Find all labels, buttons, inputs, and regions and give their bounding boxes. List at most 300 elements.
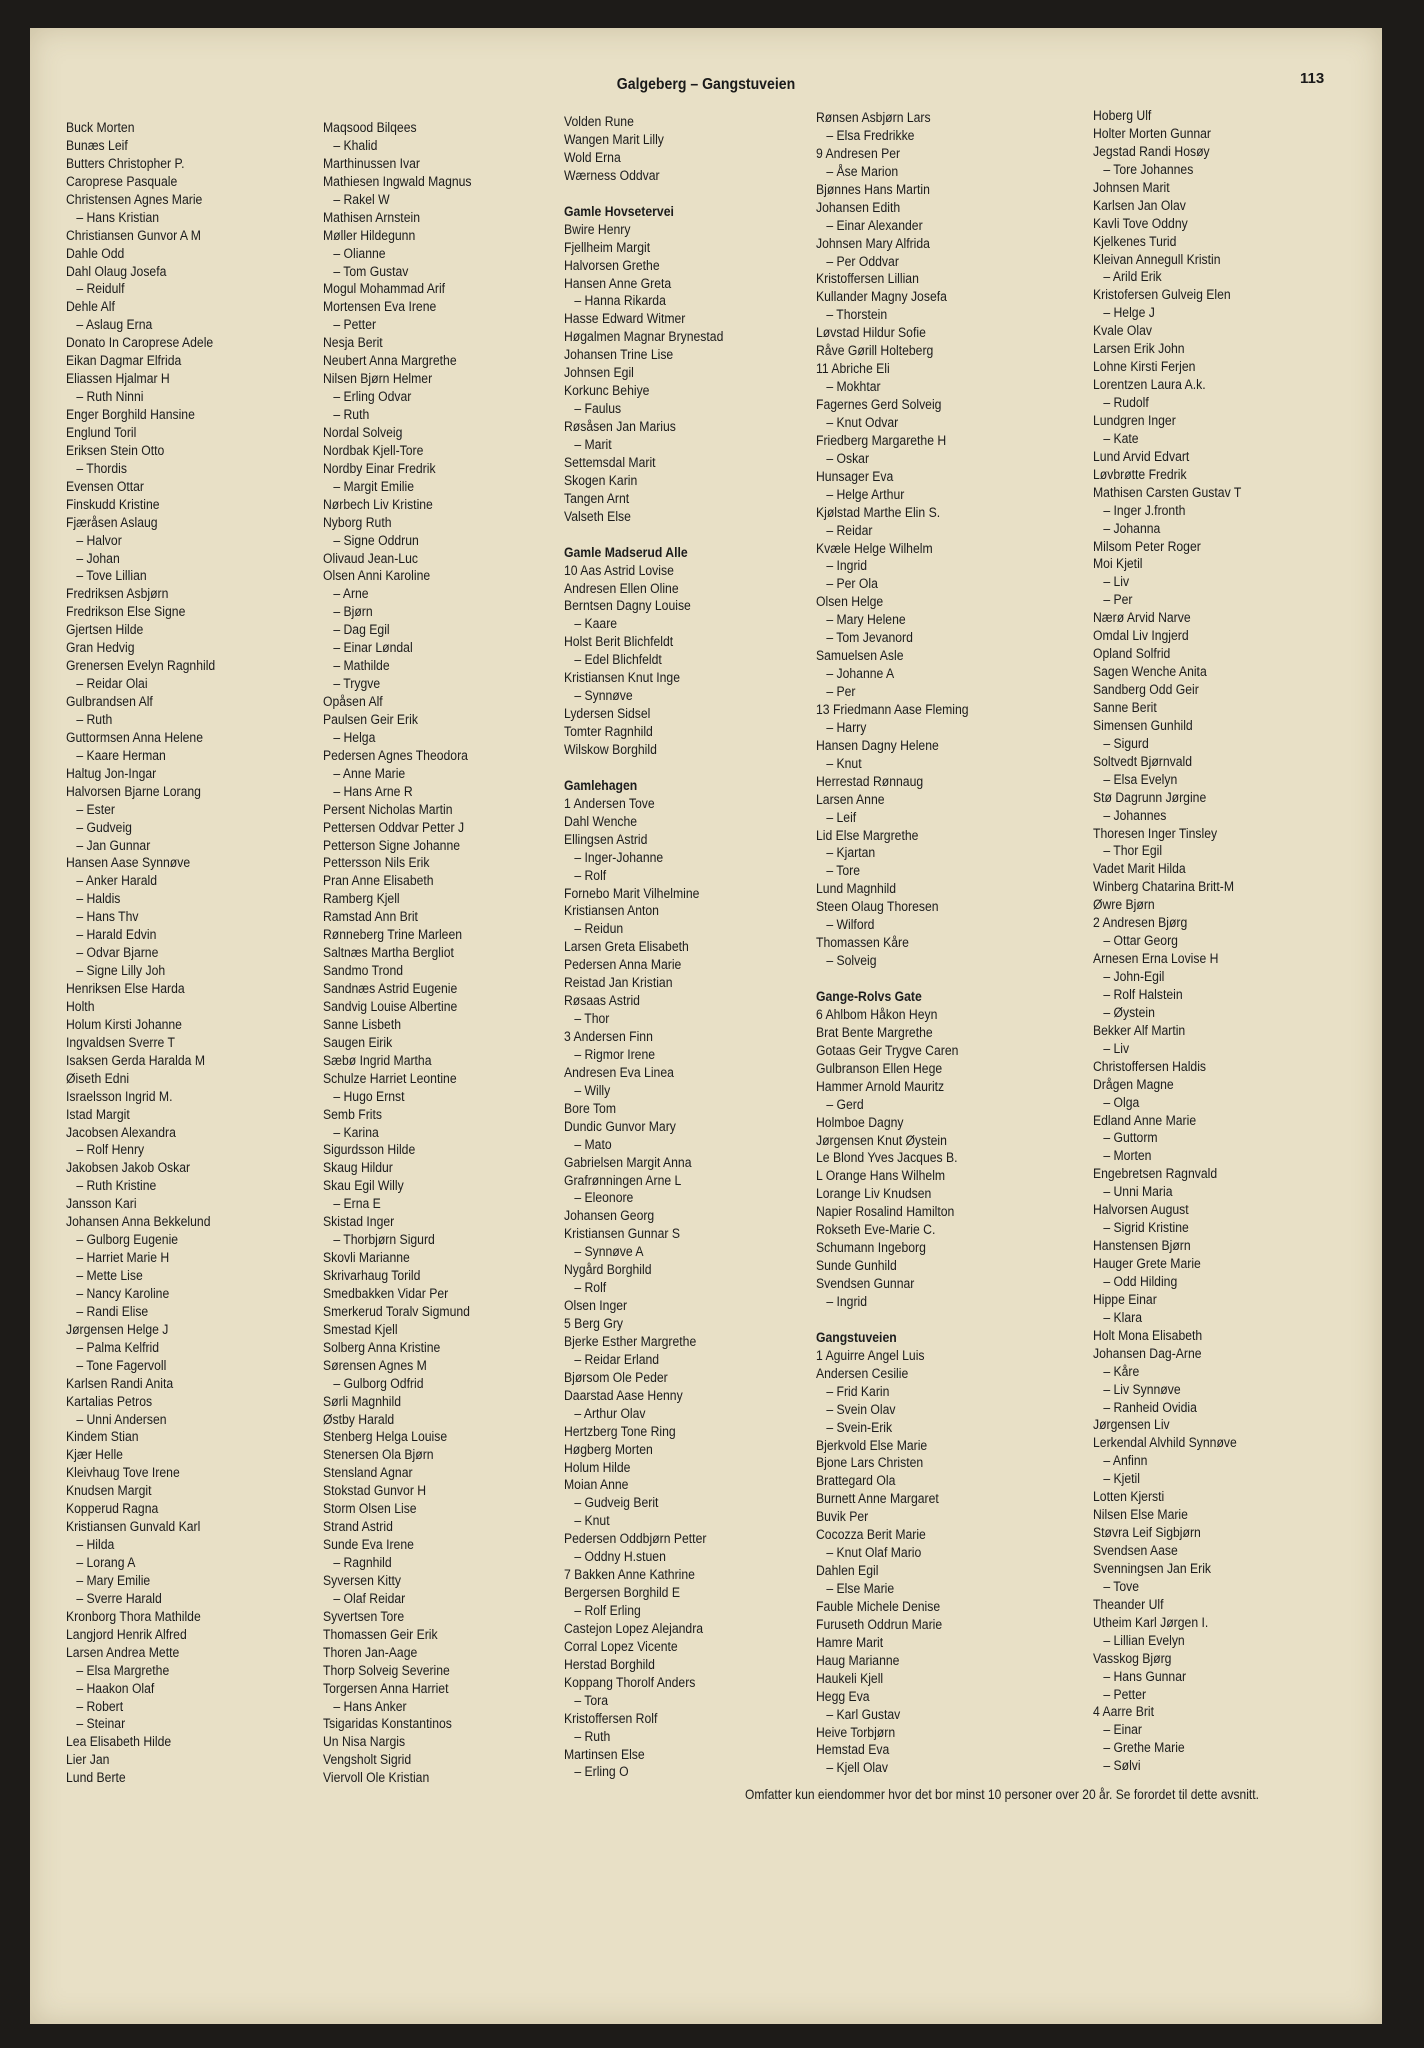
household-member: – Unni Maria — [1103, 1184, 1173, 1201]
resident-entry: Saugen Eirik — [323, 1034, 393, 1051]
street-heading: Gamlehagen — [564, 777, 638, 794]
resident-entry: Brat Bente Margrethe — [816, 1024, 933, 1041]
resident-entry: Pettersen Oddvar Petter J — [323, 819, 465, 836]
household-member: – Reidar Olai — [76, 676, 148, 693]
resident-entry: Sæbø Ingrid Martha — [323, 1052, 432, 1069]
household-member: – Reidulf — [76, 281, 125, 298]
column-2 — [323, 120, 573, 1788]
resident-entry: Thoren Jan-Aage — [323, 1644, 418, 1661]
household-member: – Guttorm — [1103, 1130, 1158, 1147]
resident-entry: Wærness Oddvar — [564, 167, 660, 184]
resident-entry: Mathisen Arnstein — [323, 209, 420, 226]
resident-entry: Jørgensen Knut Øystein — [816, 1132, 947, 1149]
resident-entry: Larsen Anne — [816, 791, 885, 808]
household-member: – Jan Gunnar — [76, 837, 151, 854]
resident-entry: Thorp Solveig Severine — [323, 1662, 450, 1679]
resident-entry: Holum Kirsti Johanne — [66, 1016, 182, 1033]
resident-entry: Opland Solfrid — [1093, 646, 1171, 663]
resident-entry: Henriksen Else Harda — [66, 981, 185, 997]
resident-entry: Holt Mona Elisabeth — [1093, 1327, 1203, 1344]
resident-entry: Enger Borghild Hansine — [66, 407, 195, 423]
column-3 — [564, 114, 814, 1782]
resident-entry: Bjørsom Ole Peder — [564, 1369, 668, 1386]
resident-entry: Berntsen Dagny Louise — [564, 598, 691, 615]
resident-entry: Karlsen Jan Olav — [1093, 197, 1186, 214]
resident-entry: Kvale Olav — [1093, 323, 1153, 340]
resident-entry: Brattegard Ola — [816, 1473, 896, 1490]
household-member: – Else Marie — [826, 1581, 895, 1597]
resident-entry: Skrivarhaug Torild — [323, 1268, 421, 1284]
resident-entry: Christiansen Gunvor A M — [66, 227, 201, 244]
resident-entry: Furuseth Oddrun Marie — [816, 1616, 943, 1633]
household-member: – Sølvi — [1103, 1758, 1141, 1775]
resident-entry: Kristiansen Gunnar S — [564, 1226, 680, 1243]
household-member: – Signe Lilly Joh — [76, 963, 166, 980]
household-member: – Anne Marie — [333, 765, 406, 782]
resident-entry: Koppang Thorolf Anders — [564, 1674, 696, 1691]
resident-entry: Haug Marianne — [816, 1652, 900, 1669]
household-member: – Johan — [76, 550, 120, 567]
resident-entry: Gotaas Geir Trygve Caren — [816, 1042, 959, 1059]
page-number: 113 — [1300, 70, 1325, 87]
resident-entry: Thoresen Inger Tinsley — [1093, 825, 1218, 842]
resident-entry: Istad Margit — [66, 1106, 130, 1123]
resident-entry: Kristoffersen Lillian — [816, 271, 919, 288]
resident-entry: Røsaas Astrid — [564, 993, 640, 1010]
resident-entry: Haltug Jon-Ingar — [66, 765, 157, 782]
household-member: – Per — [826, 684, 856, 700]
column-1 — [66, 120, 316, 1788]
street-heading: Gamle Madserud Alle — [564, 544, 688, 561]
household-member: – Nancy Karoline — [76, 1285, 170, 1302]
household-member: – Mato — [574, 1136, 612, 1153]
address-entry: 11 Abriche Eli — [816, 361, 890, 378]
household-member: – Rolf Halstein — [1103, 986, 1183, 1003]
resident-entry: Kavli Tove Oddny — [1093, 215, 1188, 232]
resident-entry: Finskudd Kristine — [66, 496, 160, 513]
household-member: – Hilda — [76, 1537, 115, 1554]
resident-entry: Stenberg Helga Louise — [323, 1429, 448, 1446]
resident-entry: Gran Hedvig — [66, 640, 135, 657]
resident-entry: Corral Lopez Vicente — [564, 1638, 678, 1655]
page-header: Galgeberg – Gangstuveien — [616, 76, 796, 93]
resident-entry: Gulbranson Ellen Hege — [816, 1060, 943, 1077]
household-member: – Arne — [333, 586, 369, 603]
resident-entry: Butters Christopher P. — [66, 155, 185, 172]
household-member: – Harry — [826, 719, 867, 736]
resident-entry: Rønsen Asbjørn Lars — [816, 110, 931, 126]
resident-entry: Martinsen Else — [564, 1746, 645, 1763]
resident-entry: Jakobsen Jakob Oskar — [66, 1160, 191, 1177]
resident-entry: Vadet Marit Hilda — [1093, 861, 1186, 878]
address-entry: 5 Berg Gry — [564, 1316, 624, 1332]
resident-entry: Samuelsen Asle — [816, 648, 904, 665]
household-member: – Thordis — [76, 460, 127, 477]
resident-entry: Utheim Karl Jørgen I. — [1093, 1614, 1209, 1631]
resident-entry: Vasskog Bjørg — [1093, 1650, 1172, 1667]
resident-entry: Burnett Anne Margaret — [816, 1491, 939, 1508]
resident-entry: Syvertsen Tore — [323, 1608, 405, 1625]
household-member: – Einar — [1103, 1722, 1142, 1739]
household-member: – Synnøve A — [574, 1244, 644, 1261]
resident-entry: Vengsholt Sigrid — [323, 1752, 412, 1769]
resident-entry: Skistad Inger — [323, 1214, 395, 1231]
resident-entry: Langjord Henrik Alfred — [66, 1626, 187, 1643]
resident-entry: Stensland Agnar — [323, 1465, 413, 1482]
household-member: – Wilford — [826, 917, 875, 934]
column-5 — [1093, 108, 1343, 1776]
resident-entry: Buck Morten — [66, 120, 135, 136]
household-member: – Inger-Johanne — [574, 849, 664, 866]
household-member: – Knut Olaf Mario — [826, 1545, 922, 1562]
resident-entry: Thomassen Geir Erik — [323, 1626, 438, 1643]
resident-entry: Jegstad Randi Hosøy — [1093, 143, 1210, 160]
resident-entry: Holth — [66, 998, 95, 1015]
household-member: – Tore — [826, 863, 861, 880]
household-member: – Ester — [76, 801, 115, 818]
resident-entry: Hauger Grete Marie — [1093, 1256, 1201, 1272]
resident-entry: Larsen Greta Elisabeth — [564, 939, 689, 956]
resident-entry: Kopperud Ragna — [66, 1501, 159, 1518]
resident-entry: Hunsager Eva — [816, 468, 894, 485]
household-member: – Reidar — [826, 522, 873, 539]
resident-entry: Omdal Liv Ingjerd — [1093, 628, 1189, 645]
resident-entry: Grafrønningen Arne L — [564, 1172, 682, 1189]
resident-entry: Bunæs Leif — [66, 137, 128, 154]
resident-entry: Tangen Arnt — [564, 490, 630, 507]
resident-entry: Dundic Gunvor Mary — [564, 1118, 676, 1135]
resident-entry: Tomter Ragnhild — [564, 724, 653, 740]
resident-entry: Fagernes Gerd Solveig — [816, 397, 942, 413]
household-member: – Aslaug Erna — [76, 317, 153, 334]
household-member: – Ingrid — [826, 558, 868, 575]
resident-entry: Eriksen Stein Otto — [66, 442, 165, 459]
resident-entry: Ellingsen Astrid — [564, 831, 648, 848]
resident-entry: Hansen Aase Synnøve — [66, 855, 191, 872]
resident-entry: Israelsson Ingrid M. — [66, 1088, 173, 1105]
household-member: – Lorang A — [76, 1555, 136, 1571]
resident-entry: Mortensen Eva Irene — [323, 299, 437, 316]
household-member: – Elsa Fredrikke — [826, 127, 915, 144]
household-member: – Bjørn — [333, 604, 373, 621]
household-member: – Oskar — [826, 450, 870, 467]
resident-entry: Ramstad Ann Brit — [323, 909, 418, 926]
household-member: – Thorstein — [826, 307, 888, 324]
resident-entry: Østby Harald — [323, 1411, 395, 1428]
resident-entry: Andresen Ellen Oline — [564, 580, 679, 597]
resident-entry: Kronborg Thora Mathilde — [66, 1608, 201, 1625]
household-member: – Petter — [333, 317, 377, 334]
resident-entry: Smestad Kjell — [323, 1321, 398, 1338]
resident-entry: Halvorsen Bjarne Lorang — [66, 783, 201, 800]
resident-entry: Sanne Lisbeth — [323, 1016, 402, 1033]
resident-entry: Skogen Karin — [564, 472, 638, 489]
resident-entry: Opåsen Alf — [323, 694, 383, 710]
resident-entry: Korkunc Behiye — [564, 383, 650, 400]
resident-entry: Bjerkvold Else Marie — [816, 1437, 928, 1454]
resident-entry: Schumann Ingeborg — [816, 1240, 926, 1257]
resident-entry: Dahl Olaug Josefa — [66, 263, 167, 280]
household-member: – Grethe Marie — [1103, 1740, 1185, 1757]
household-member: – Ottar Georg — [1103, 933, 1178, 950]
household-member: – Willy — [574, 1082, 611, 1099]
household-member: – Sigurd — [1103, 735, 1149, 752]
resident-entry: Kjær Helle — [66, 1447, 123, 1464]
resident-entry: Buvik Per — [816, 1509, 869, 1526]
resident-entry: Hertzberg Tone Ring — [564, 1423, 676, 1440]
household-member: – Knut Odvar — [826, 414, 899, 431]
resident-entry: Skau Egil Willy — [323, 1178, 404, 1195]
household-member: – Per Oddvar — [826, 253, 899, 270]
resident-entry: Knudsen Margit — [66, 1483, 152, 1500]
resident-entry: Jacobsen Alexandra — [66, 1124, 176, 1141]
household-member: – Faulus — [574, 401, 622, 418]
resident-entry: Olivaud Jean-Luc — [323, 550, 418, 567]
household-member: – Harald Edvin — [76, 927, 157, 944]
resident-entry: Kartalias Petros — [66, 1393, 153, 1410]
resident-entry: Kristiansen Gunvald Karl — [66, 1519, 201, 1536]
household-member: – Synnøve — [574, 688, 633, 705]
resident-entry: Fjæråsen Aslaug — [66, 514, 158, 531]
household-member: – Per — [1103, 592, 1133, 609]
household-member: – Liv — [1103, 1040, 1130, 1057]
resident-entry: Marthinussen Ivar — [323, 155, 420, 172]
resident-entry: Dahl Wenche — [564, 813, 638, 830]
resident-entry: Arnesen Erna Lovise H — [1093, 951, 1219, 968]
resident-entry: Nesja Berit — [323, 335, 383, 352]
household-member: – Petter — [1103, 1686, 1147, 1703]
resident-entry: Storm Olsen Lise — [323, 1501, 417, 1518]
resident-entry: Hammer Arnold Mauritz — [816, 1078, 945, 1095]
household-member: – Hans Anker — [333, 1698, 407, 1715]
resident-entry: Støvra Leif Sigbjørn — [1093, 1525, 1201, 1542]
household-member: – Ruth — [76, 711, 113, 728]
household-member: – Harriet Marie H — [76, 1250, 170, 1267]
resident-entry: Volden Rune — [564, 114, 634, 130]
resident-entry: Sørli Magnhild — [323, 1393, 401, 1410]
resident-entry: Bore Tom — [564, 1100, 617, 1117]
resident-entry: Torgersen Anna Harriet — [323, 1680, 449, 1697]
footer-note: Omfatter kun eiendommer hvor det bor minst 10 personer over 20 år. Se forordet til dette avsnitt. — [745, 1786, 1259, 1802]
household-member: – Khalid — [333, 137, 378, 154]
resident-entry: Isaksen Gerda Haralda M — [66, 1052, 206, 1069]
household-member: – Mary Emilie — [76, 1572, 151, 1589]
household-member: – Signe Oddrun — [333, 532, 419, 549]
resident-entry: Caroprese Pasquale — [66, 173, 178, 190]
resident-entry: Herrestad Rønnaug — [816, 773, 924, 790]
household-member: – John-Egil — [1103, 969, 1165, 985]
resident-entry: Kullander Magny Josefa — [816, 289, 947, 306]
resident-entry: Nygård Borghild — [564, 1262, 652, 1279]
household-member: – Helga — [333, 729, 376, 746]
resident-entry: Dehle Alf — [66, 299, 115, 316]
resident-entry: Gabrielsen Margit Anna — [564, 1154, 692, 1171]
resident-entry: Grenersen Evelyn Ragnhild — [66, 658, 216, 675]
household-member: – Leif — [826, 809, 857, 826]
household-member: – Kjetil — [1103, 1471, 1140, 1488]
resident-entry: Persent Nicholas Martin — [323, 801, 453, 818]
resident-entry: Gjertsen Hilde — [66, 622, 144, 639]
household-member: – Kjartan — [826, 845, 876, 862]
resident-entry: Hasse Edward Witmer — [564, 311, 686, 328]
resident-entry: Rokseth Eve-Marie C. — [816, 1222, 936, 1239]
resident-entry: Simensen Gunhild — [1093, 717, 1193, 734]
resident-entry: Dahle Odd — [66, 245, 125, 262]
resident-entry: Evensen Ottar — [66, 478, 145, 495]
household-member: – Karl Gustav — [826, 1706, 901, 1723]
resident-entry: Sandvig Louise Albertine — [323, 998, 458, 1015]
resident-entry: Drågen Magne — [1093, 1076, 1174, 1093]
resident-entry: Milsom Peter Roger — [1093, 538, 1201, 555]
resident-entry: Kjølstad Marthe Elin S. — [816, 504, 941, 521]
resident-entry: Wold Erna — [564, 149, 621, 166]
resident-entry: Bwire Henry — [564, 221, 631, 238]
resident-entry: Fauble Michele Denise — [816, 1598, 941, 1615]
street-heading: Gange-Rolvs Gate — [816, 989, 922, 1005]
resident-entry: Hegg Eva — [816, 1688, 870, 1705]
resident-entry: Mogul Mohammad Arif — [323, 281, 446, 298]
resident-entry: Lid Else Margrethe — [816, 827, 919, 844]
household-member: – Ingrid — [826, 1293, 868, 1310]
household-member: – Olga — [1103, 1094, 1140, 1111]
household-member: – Svein-Erik — [826, 1419, 893, 1436]
household-member: – Tone Fagervoll — [76, 1357, 167, 1374]
resident-entry: Solberg Anna Kristine — [323, 1339, 441, 1356]
household-member: – Frid Karin — [826, 1383, 890, 1400]
resident-entry: Schulze Harriet Leontine — [323, 1070, 457, 1087]
household-member: – Ruth Ninni — [76, 389, 144, 406]
resident-entry: Bjerke Esther Margrethe — [564, 1333, 697, 1350]
household-member: – Marit — [574, 436, 612, 453]
resident-entry: Engebretsen Ragnvald — [1093, 1166, 1218, 1183]
resident-entry: Rønneberg Trine Marleen — [323, 927, 463, 944]
household-member: – Thor Egil — [1103, 843, 1163, 860]
household-member: – Kjell Olav — [826, 1760, 889, 1777]
resident-entry: Bekker Alf Martin — [1093, 1022, 1186, 1039]
resident-entry: Hansen Anne Greta — [564, 275, 672, 292]
resident-entry: Donato In Caroprese Adele — [66, 335, 214, 352]
household-member: – Klara — [1103, 1309, 1142, 1326]
resident-entry: Hamre Marit — [816, 1634, 884, 1651]
resident-entry: Sandmo Trond — [323, 963, 404, 980]
resident-entry: Fornebo Marit Vilhelmine — [564, 885, 700, 902]
household-member: – Dag Egil — [333, 622, 390, 639]
resident-entry: Reistad Jan Kristian — [564, 975, 673, 992]
resident-entry: Nørbech Liv Kristine — [323, 496, 433, 513]
resident-entry: Nyborg Ruth — [323, 514, 392, 531]
household-member: – Lillian Evelyn — [1103, 1632, 1185, 1649]
resident-entry: Olsen Anni Karoline — [323, 568, 431, 585]
household-member: – Erling Odvar — [333, 389, 412, 406]
household-member: – Olaf Reidar — [333, 1590, 406, 1607]
household-member: – Reidun — [574, 921, 624, 938]
household-member: – Haldis — [76, 891, 121, 908]
resident-entry: Skovli Marianne — [323, 1250, 410, 1267]
resident-entry: Semb Frits — [323, 1106, 382, 1123]
resident-entry: Le Blond Yves Jacques B. — [816, 1150, 958, 1167]
household-member: – Solveig — [826, 953, 877, 970]
address-entry: 7 Bakken Anne Kathrine — [564, 1567, 695, 1584]
resident-entry: Dahlen Egil — [816, 1563, 879, 1580]
resident-entry: Christoffersen Haldis — [1093, 1058, 1207, 1075]
resident-entry: Johnsen Egil — [564, 365, 634, 382]
household-member: – Rigmor Irene — [574, 1046, 656, 1063]
resident-entry: Paulsen Geir Erik — [323, 711, 418, 728]
household-member: – Ruth Kristine — [76, 1178, 157, 1195]
resident-entry: Kristoffersen Rolf — [564, 1710, 658, 1727]
household-member: – Trygve — [333, 676, 381, 693]
household-member: – Liv Synnøve — [1103, 1381, 1181, 1398]
resident-entry: Pettersson Nils Erik — [323, 855, 430, 872]
resident-entry: Lohne Kirsti Ferjen — [1093, 359, 1196, 376]
resident-entry: Pedersen Oddbjørn Petter — [564, 1531, 707, 1548]
resident-entry: Syversen Kitty — [323, 1572, 401, 1589]
resident-entry: Pedersen Anna Marie — [564, 957, 682, 974]
resident-entry: Steen Olaug Thoresen — [816, 899, 939, 916]
household-member: – Rolf Henry — [76, 1142, 145, 1159]
household-member: – Sigrid Kristine — [1103, 1220, 1189, 1237]
resident-entry: Halvorsen August — [1093, 1202, 1189, 1219]
resident-entry: Råve Gørill Holteberg — [816, 343, 934, 360]
household-member: – Gerd — [826, 1096, 864, 1113]
household-member: – Øystein — [1103, 1004, 1155, 1021]
household-member: – Odd Hilding — [1103, 1273, 1178, 1290]
street-heading: Gamle Hovsetervei — [564, 203, 674, 220]
resident-entry: Jansson Kari — [66, 1196, 137, 1213]
resident-entry: Mathisen Carsten Gustav T — [1093, 484, 1242, 501]
resident-entry: Kvæle Helge Wilhelm — [816, 540, 933, 557]
resident-entry: Kristiansen Knut Inge — [564, 670, 680, 687]
resident-entry: Johnsen Marit — [1093, 179, 1170, 196]
resident-entry: Guttormsen Anna Helene — [66, 729, 204, 746]
household-member: – Johanna — [1103, 520, 1161, 537]
resident-entry: Sanne Berit — [1093, 699, 1157, 716]
household-member: – Liv — [1103, 574, 1130, 591]
resident-entry: Moi Kjetil — [1093, 556, 1143, 573]
household-member: – Per Ola — [826, 576, 878, 593]
resident-entry: Herstad Borghild — [564, 1656, 655, 1673]
resident-entry: Larsen Andrea Mette — [66, 1644, 180, 1661]
household-member: – Hans Gunnar — [1103, 1668, 1187, 1685]
household-member: – Tove Lillian — [76, 568, 147, 585]
resident-entry: Pran Anne Elisabeth — [323, 873, 434, 890]
address-entry: 3 Andersen Finn — [564, 1029, 653, 1045]
resident-entry: Petterson Signe Johanne — [323, 837, 461, 854]
resident-entry: Holter Morten Gunnar — [1093, 125, 1212, 142]
resident-entry: Johansen Dag-Arne — [1093, 1345, 1202, 1362]
resident-entry: Nilsen Else Marie — [1093, 1507, 1188, 1524]
household-member: – Rolf — [574, 867, 607, 884]
household-member: – Johanne A — [826, 666, 895, 683]
household-member: – Rolf — [574, 1280, 607, 1297]
resident-entry: Haukeli Kjell — [816, 1670, 884, 1687]
directory-page — [30, 28, 1382, 2024]
household-member: – Tora — [574, 1692, 609, 1709]
household-member: – Margit Emilie — [333, 478, 415, 495]
household-member: – Haakon Olaf — [76, 1680, 155, 1697]
household-member: – Halvor — [76, 532, 122, 549]
resident-entry: Bjone Lars Christen — [816, 1455, 924, 1472]
resident-entry: Lea Elisabeth Hilde — [66, 1734, 172, 1751]
household-member: – Elsa Evelyn — [1103, 771, 1178, 788]
household-member: – Åse Marion — [826, 163, 899, 180]
household-member: – Rudolf — [1103, 395, 1149, 411]
resident-entry: Kristiansen Anton — [564, 903, 659, 920]
resident-entry: Nærø Arvid Narve — [1093, 610, 1191, 627]
resident-entry: Kindem Stian — [66, 1429, 139, 1446]
resident-entry: Englund Toril — [66, 424, 137, 441]
household-member: – Rakel W — [333, 191, 390, 208]
